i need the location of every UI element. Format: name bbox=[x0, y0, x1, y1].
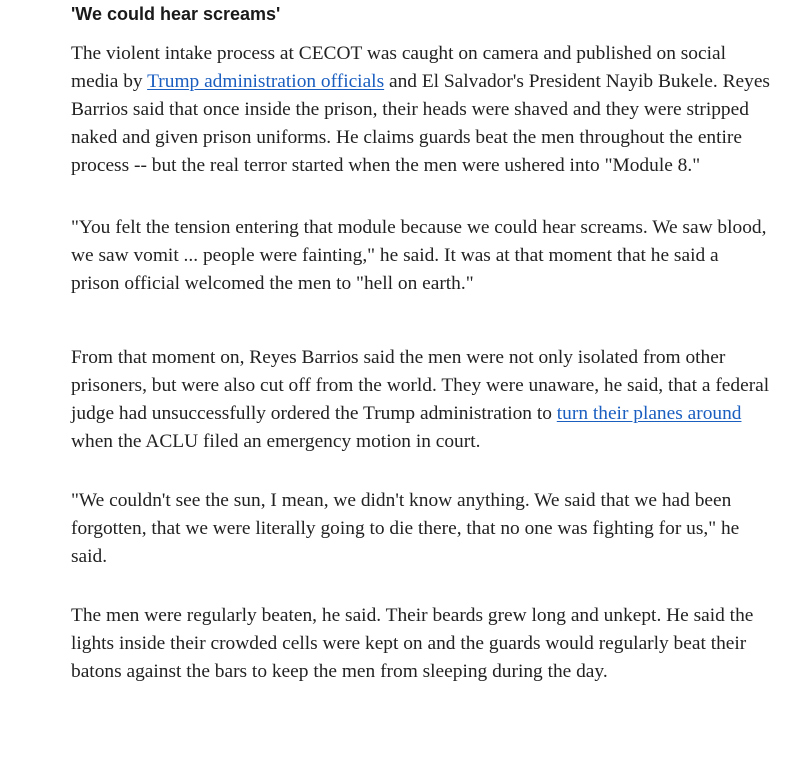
paragraph-intake-process bbox=[71, 40, 771, 180]
paragraph-isolation bbox=[71, 344, 771, 456]
paragraph-text: From that moment on, Reyes Barrios said the men were not only isolated from other prisoners, but were also cut off from the world. They were unaware, he said, that a federal judge had unsuccessfully ordered the Trump administration to bbox=[71, 347, 770, 424]
article-body bbox=[71, 0, 771, 686]
paragraph-text: and El Salvador's President Nayib Bukele. Reyes Barrios said that once inside the prison, their heads were shaved and they were stripped naked and given prison uniforms. He claims guards beat the men throughout the entire process -- but the real terror started when the men were ushered into "Module 8." bbox=[71, 71, 770, 176]
paragraph-text: The violent intake process at CECOT was caught on camera and published on social media by bbox=[71, 43, 726, 92]
link-turn-their-planes-around[interactable]: turn their planes around bbox=[556, 403, 742, 424]
section-heading: 'We could hear screams' bbox=[71, 4, 281, 24]
paragraph-forgotten-quote: "We couldn't see the sun, I mean, we didn't know anything. We said that we had been forgotten, that we were literally going to die there, that no one was fighting for us," he said. bbox=[71, 490, 740, 567]
link-trump-administration-officials[interactable]: Trump administration officials bbox=[147, 71, 385, 92]
paragraph-beatings: The men were regularly beaten, he said. Their beards grew long and unkept. He said the lights inside their crowded cells were kept on and the guards would regularly beat their batons against the bars to keep the men from sleeping during the day. bbox=[71, 605, 754, 682]
paragraph-text: when the ACLU filed an emergency motion in court. bbox=[71, 431, 481, 452]
paragraph-screams-quote: "You felt the tension entering that module because we could hear screams. We saw blood, we saw vomit ... people were fainting," he said. It was at that moment that he said a prison official welcomed the men to "hell on earth." bbox=[71, 217, 767, 294]
